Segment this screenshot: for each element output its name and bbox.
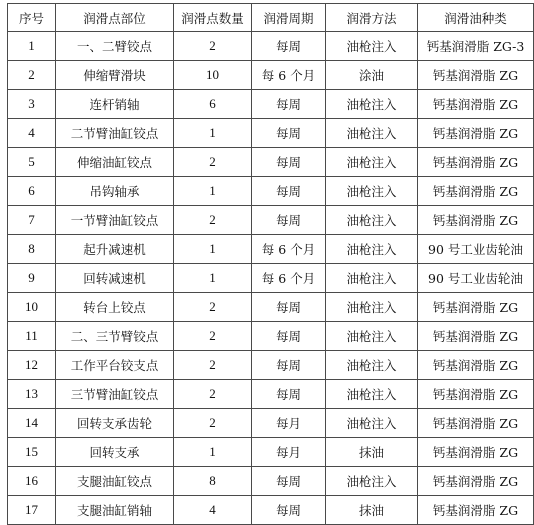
cell-location: 二节臂油缸铰点 <box>56 119 174 148</box>
table-row <box>8 293 534 322</box>
header-index: 序号 <box>8 4 56 32</box>
cell-quantity: 8 <box>174 467 252 496</box>
cell-method: 油枪注入 <box>326 206 418 235</box>
cell-quantity: 2 <box>174 380 252 409</box>
cell-index: 13 <box>8 380 56 409</box>
cell-method: 抹油 <box>326 496 418 525</box>
cell-period: 每周 <box>252 467 326 496</box>
cell-oil-type: 钙基润滑脂 ZG <box>418 90 534 119</box>
cell-period: 每周 <box>252 90 326 119</box>
cell-method: 油枪注入 <box>326 90 418 119</box>
cell-index: 7 <box>8 206 56 235</box>
cell-location: 三节臂油缸铰点 <box>56 380 174 409</box>
cell-period: 每周 <box>252 496 326 525</box>
table-row <box>8 322 534 351</box>
header-quantity: 润滑点数量 <box>174 4 252 32</box>
cell-period: 每周 <box>252 351 326 380</box>
table-row <box>8 235 534 264</box>
table-row <box>8 380 534 409</box>
header-oil-type: 润滑油种类 <box>418 4 534 32</box>
cell-quantity: 2 <box>174 206 252 235</box>
cell-quantity: 2 <box>174 409 252 438</box>
cell-location: 伸缩油缸铰点 <box>56 148 174 177</box>
cell-location: 伸缩臂滑块 <box>56 61 174 90</box>
cell-method: 油枪注入 <box>326 32 418 61</box>
table-row <box>8 148 534 177</box>
cell-method: 抹油 <box>326 438 418 467</box>
cell-quantity: 1 <box>174 177 252 206</box>
cell-location: 回转支承 <box>56 438 174 467</box>
cell-oil-type: 钙基润滑脂 ZG <box>418 351 534 380</box>
cell-period: 每月 <box>252 409 326 438</box>
cell-oil-type: 钙基润滑脂 ZG <box>418 61 534 90</box>
cell-period: 每 6 个月 <box>252 264 326 293</box>
cell-oil-type: 钙基润滑脂 ZG <box>418 496 534 525</box>
cell-method: 油枪注入 <box>326 177 418 206</box>
cell-oil-type: 钙基润滑脂 ZG <box>418 206 534 235</box>
cell-oil-type: 钙基润滑脂 ZG <box>418 467 534 496</box>
cell-quantity: 2 <box>174 322 252 351</box>
cell-method: 油枪注入 <box>326 380 418 409</box>
cell-quantity: 2 <box>174 32 252 61</box>
cell-quantity: 1 <box>174 235 252 264</box>
cell-location: 回转减速机 <box>56 264 174 293</box>
cell-location: 起升减速机 <box>56 235 174 264</box>
table-row <box>8 409 534 438</box>
table-row <box>8 61 534 90</box>
cell-quantity: 2 <box>174 293 252 322</box>
cell-index: 14 <box>8 409 56 438</box>
cell-method: 油枪注入 <box>326 322 418 351</box>
lubrication-table <box>7 3 534 525</box>
cell-method: 油枪注入 <box>326 467 418 496</box>
table-row <box>8 119 534 148</box>
cell-oil-type: 90 号工业齿轮油 <box>418 264 534 293</box>
header-location: 润滑点部位 <box>56 4 174 32</box>
table-row <box>8 467 534 496</box>
cell-period: 每周 <box>252 148 326 177</box>
cell-oil-type: 钙基润滑脂 ZG <box>418 177 534 206</box>
cell-oil-type: 钙基润滑脂 ZG <box>418 409 534 438</box>
cell-index: 6 <box>8 177 56 206</box>
cell-location: 二、三节臂铰点 <box>56 322 174 351</box>
cell-index: 11 <box>8 322 56 351</box>
cell-period: 每周 <box>252 380 326 409</box>
cell-location: 转台上铰点 <box>56 293 174 322</box>
cell-method: 油枪注入 <box>326 235 418 264</box>
cell-period: 每 6 个月 <box>252 235 326 264</box>
cell-period: 每周 <box>252 293 326 322</box>
cell-quantity: 1 <box>174 264 252 293</box>
cell-quantity: 1 <box>174 438 252 467</box>
cell-index: 3 <box>8 90 56 119</box>
table-row <box>8 264 534 293</box>
cell-method: 油枪注入 <box>326 264 418 293</box>
cell-period: 每周 <box>252 119 326 148</box>
cell-method: 油枪注入 <box>326 119 418 148</box>
cell-quantity: 1 <box>174 119 252 148</box>
cell-location: 工作平台铰支点 <box>56 351 174 380</box>
cell-quantity: 10 <box>174 61 252 90</box>
cell-index: 2 <box>8 61 56 90</box>
cell-location: 吊钩轴承 <box>56 177 174 206</box>
cell-location: 连杆销轴 <box>56 90 174 119</box>
table-header-row <box>8 4 534 32</box>
cell-oil-type: 钙基润滑脂 ZG <box>418 438 534 467</box>
cell-oil-type: 钙基润滑脂 ZG-3 <box>418 32 534 61</box>
table-row <box>8 177 534 206</box>
cell-index: 4 <box>8 119 56 148</box>
table-row <box>8 496 534 525</box>
cell-period: 每月 <box>252 438 326 467</box>
cell-method: 油枪注入 <box>326 293 418 322</box>
table-row <box>8 351 534 380</box>
cell-oil-type: 钙基润滑脂 ZG <box>418 322 534 351</box>
cell-index: 5 <box>8 148 56 177</box>
cell-index: 12 <box>8 351 56 380</box>
cell-period: 每 6 个月 <box>252 61 326 90</box>
cell-quantity: 2 <box>174 351 252 380</box>
header-period: 润滑周期 <box>252 4 326 32</box>
cell-location: 一、二臂铰点 <box>56 32 174 61</box>
cell-method: 涂油 <box>326 61 418 90</box>
cell-location: 回转支承齿轮 <box>56 409 174 438</box>
cell-index: 10 <box>8 293 56 322</box>
cell-location: 一节臂油缸铰点 <box>56 206 174 235</box>
cell-index: 8 <box>8 235 56 264</box>
cell-quantity: 2 <box>174 148 252 177</box>
cell-oil-type: 90 号工业齿轮油 <box>418 235 534 264</box>
cell-oil-type: 钙基润滑脂 ZG <box>418 119 534 148</box>
table-row <box>8 438 534 467</box>
cell-period: 每周 <box>252 206 326 235</box>
cell-method: 油枪注入 <box>326 148 418 177</box>
cell-period: 每周 <box>252 32 326 61</box>
cell-quantity: 6 <box>174 90 252 119</box>
cell-index: 15 <box>8 438 56 467</box>
cell-oil-type: 钙基润滑脂 ZG <box>418 293 534 322</box>
cell-method: 油枪注入 <box>326 351 418 380</box>
table-row <box>8 90 534 119</box>
cell-index: 17 <box>8 496 56 525</box>
header-method: 润滑方法 <box>326 4 418 32</box>
cell-index: 16 <box>8 467 56 496</box>
cell-location: 支腿油缸销轴 <box>56 496 174 525</box>
cell-period: 每周 <box>252 177 326 206</box>
cell-location: 支腿油缸铰点 <box>56 467 174 496</box>
cell-method: 油枪注入 <box>326 409 418 438</box>
cell-index: 1 <box>8 32 56 61</box>
cell-quantity: 4 <box>174 496 252 525</box>
cell-oil-type: 钙基润滑脂 ZG <box>418 380 534 409</box>
cell-index: 9 <box>8 264 56 293</box>
cell-oil-type: 钙基润滑脂 ZG <box>418 148 534 177</box>
table-row <box>8 206 534 235</box>
table-body <box>8 32 534 525</box>
cell-period: 每周 <box>252 322 326 351</box>
table-row <box>8 32 534 61</box>
